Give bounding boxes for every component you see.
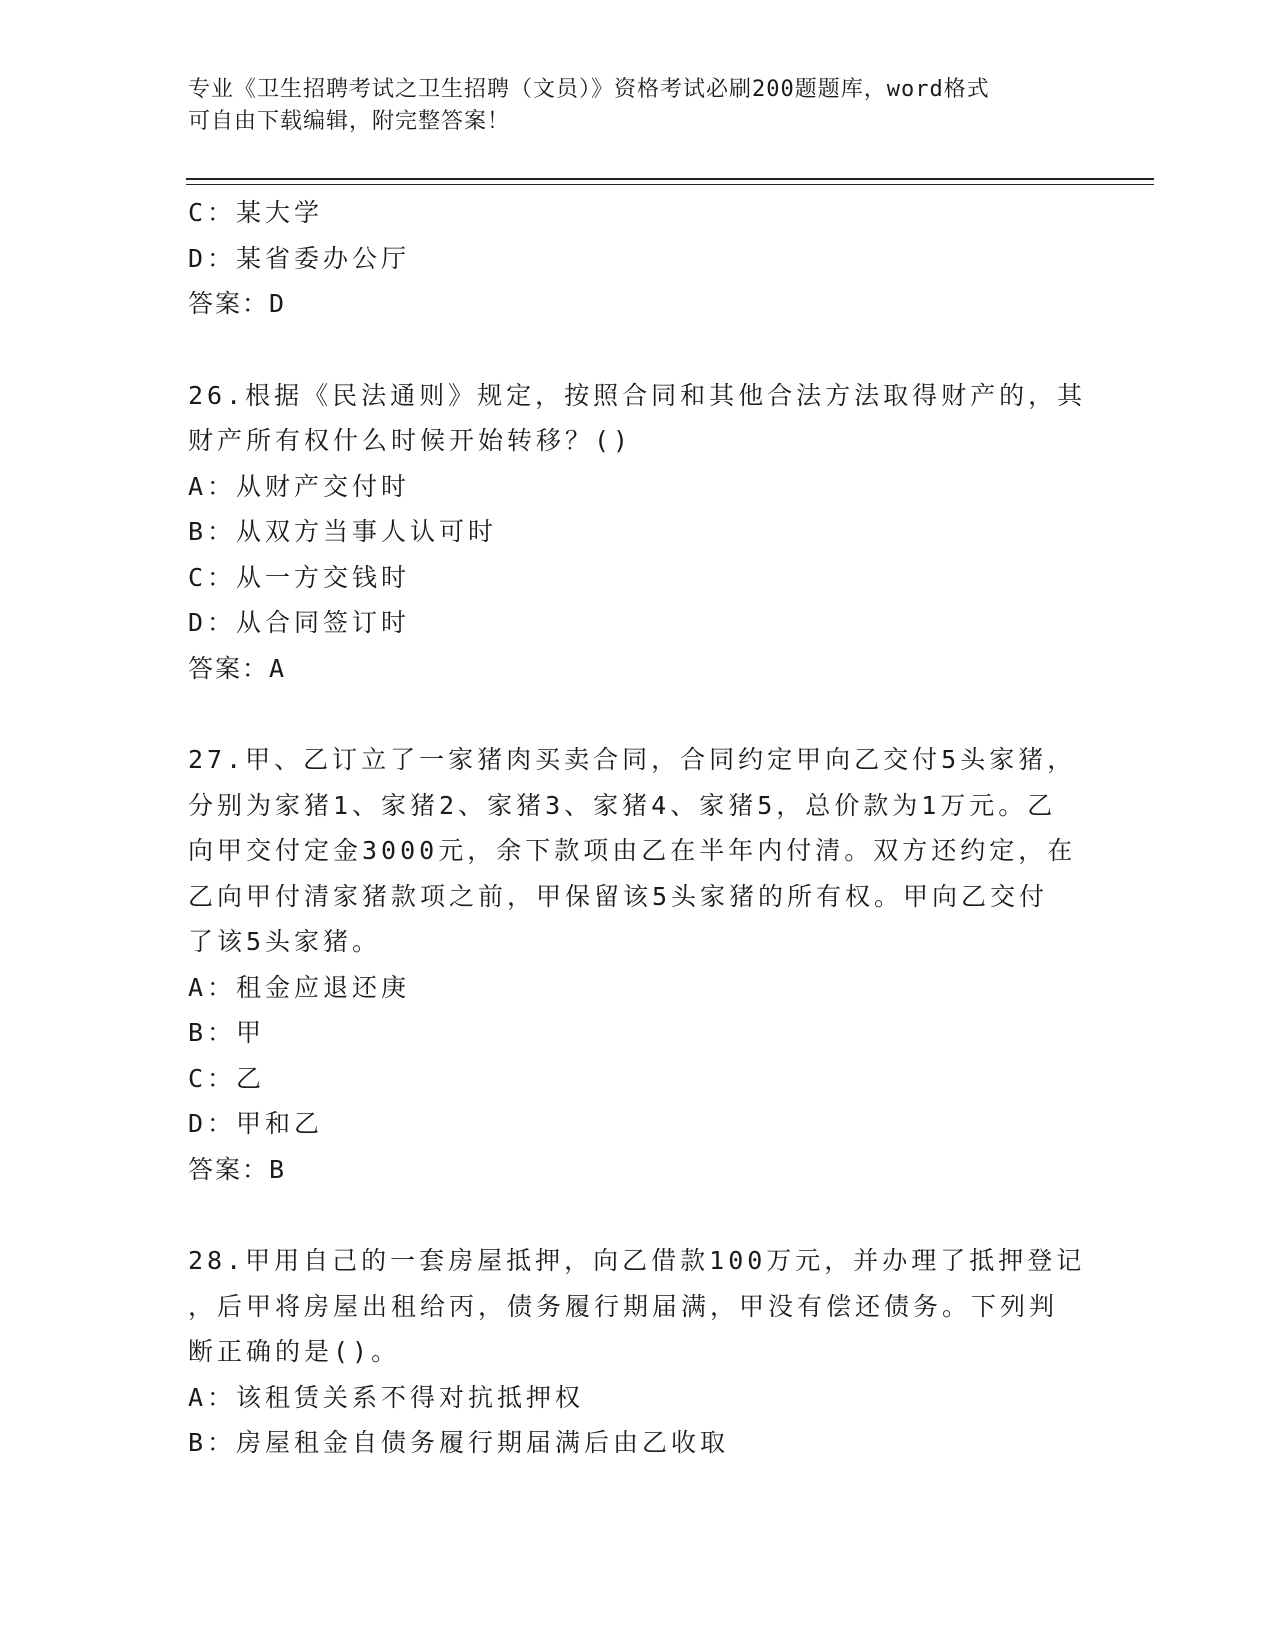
- header-line-2: 可自由下载编辑，附完整答案！: [188, 109, 511, 134]
- option-d: D：某省委办公厅: [188, 243, 411, 273]
- option-a: A：从财产交付时: [188, 471, 411, 501]
- question-text-line: 断正确的是()。: [188, 1337, 401, 1366]
- answer-line: 答案：A: [188, 653, 287, 683]
- question-text-line: 财产所有权什么时候开始转移？(): [188, 426, 633, 455]
- option-c: C：某大学: [188, 198, 324, 227]
- question-26: [188, 373, 1088, 692]
- option-d: D：从合同签订时: [188, 608, 411, 637]
- question-text-line: 乙向甲付清家猪款项之前，甲保留该5头家猪的所有权。甲向乙交付: [188, 881, 1049, 911]
- option-b: B：房屋租金自债务履行期届满后由乙收取: [188, 1428, 730, 1457]
- header-line-1: 专业《卫生招聘考试之卫生招聘（文员）》资格考试必刷200题题库，word格式: [188, 77, 990, 102]
- question-text-line: 28.甲用自己的一套房屋抵押，向乙借款100万元，并办理了抵押登记: [188, 1246, 1086, 1275]
- header-divider-thick: [186, 178, 1154, 180]
- question-27: [188, 737, 1088, 1192]
- spacer: [188, 327, 1088, 373]
- question-text-line: 分别为家猪1、家猪2、家猪3、家猪4、家猪5，总价款为1万元。乙: [188, 790, 1057, 820]
- option-d: D：甲和乙: [188, 1109, 324, 1138]
- spacer: [188, 691, 1088, 737]
- question-text-line: 27.甲、乙订立了一家猪肉买卖合同，合同约定甲向乙交付5头家猪，: [188, 745, 1077, 774]
- question-list: [188, 190, 1088, 1466]
- question-text-line: 26.根据《民法通则》规定，按照合同和其他合法方法取得财产的，其: [188, 380, 1087, 410]
- header-divider-thin: [186, 184, 1154, 185]
- document-header: [188, 74, 1088, 138]
- spacer: [188, 1192, 1088, 1238]
- question-text-line: ，后甲将房屋出租给丙，债务履行期届满，甲没有偿还债务。下列判: [188, 1291, 1059, 1321]
- answer-line: 答案：B: [188, 1154, 287, 1184]
- option-b: B：从双方当事人认可时: [188, 517, 498, 546]
- answer-line: 答案：D: [188, 289, 287, 318]
- question-28: [188, 1238, 1088, 1466]
- question-text-line: 向甲交付定金3000元，余下款项由乙在半年内付清。双方还约定，在: [188, 836, 1077, 865]
- question-text-line: 了该5头家猪。: [188, 927, 382, 956]
- option-b: B：甲: [188, 1018, 266, 1047]
- option-a: A：租金应退还庚: [188, 972, 411, 1002]
- option-c: C：乙: [188, 1063, 266, 1093]
- option-c: C：从一方交钱时: [188, 562, 411, 592]
- option-a: A：该租赁关系不得对抗抵押权: [188, 1382, 585, 1412]
- question-25-tail: [188, 190, 1088, 327]
